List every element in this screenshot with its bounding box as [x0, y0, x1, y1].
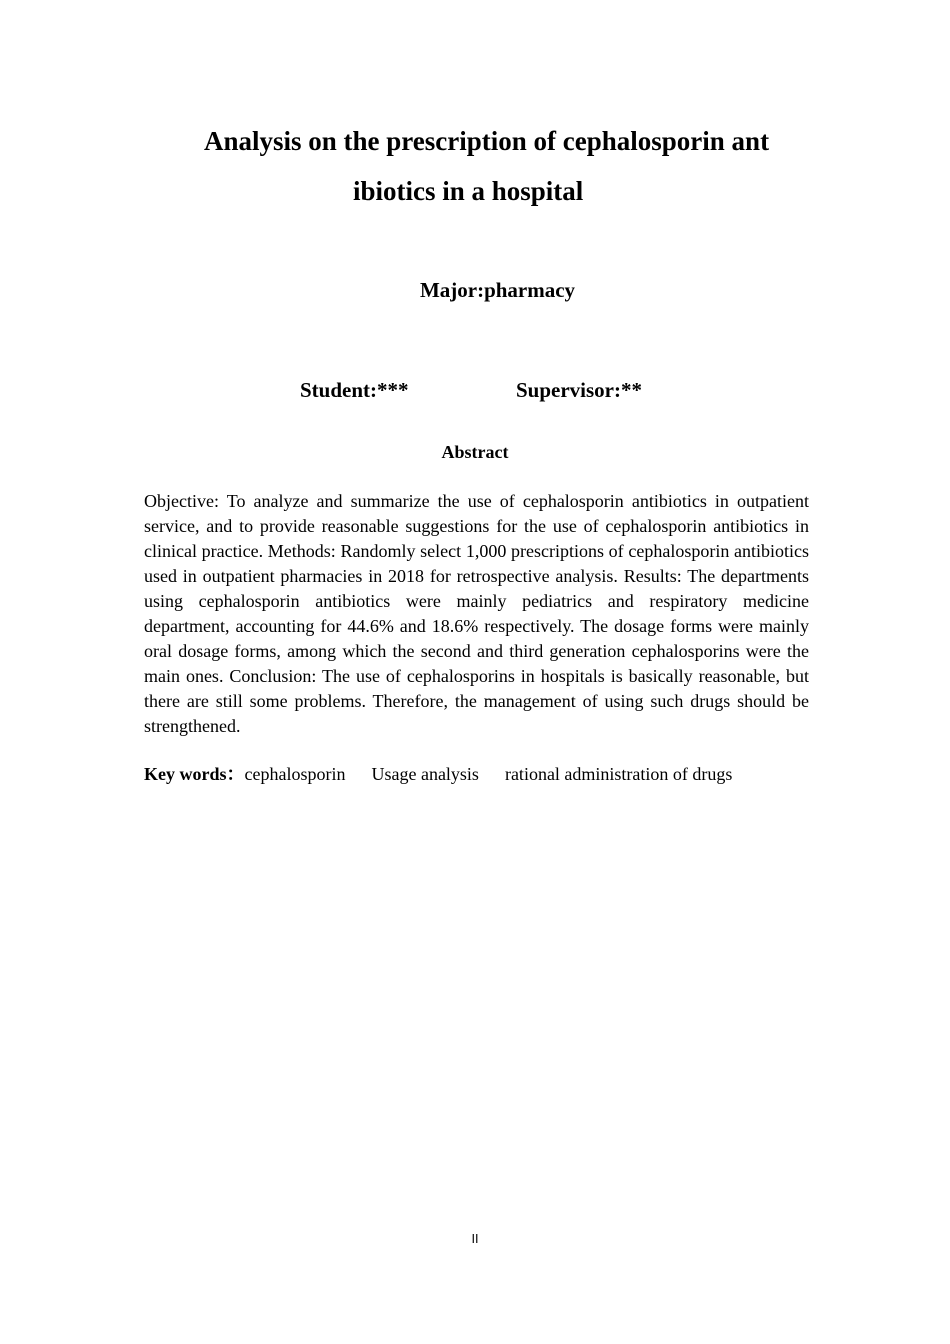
supervisor-line: Supervisor:**: [516, 378, 642, 402]
keywords-label: Key words：: [144, 764, 245, 784]
title-line-1: Analysis on the prescription of cephalosporin ant: [204, 126, 770, 156]
keyword-item: rational administration of drugs: [504, 764, 733, 784]
keyword-item: cephalosporin: [244, 764, 346, 784]
title-line-2: ibiotics in a hospital: [353, 176, 584, 206]
page-number: II: [471, 1232, 479, 1246]
keywords-line: [144, 762, 732, 787]
major-line: Major:pharmacy: [419, 278, 576, 302]
abstract-body: Objective: To analyze and summarize the use of cephalosporin antibiotics in outpatient service, and to provide reasonable suggestions for the use of cephalosporin antibiotics in clinical practice. Methods: Randomly select 1,000 prescriptions of cephalosporin antibiotics used in outpatient pharmacies in 2018 for retrospective analysis. Results: The departments using cephalosporin antibiotics were mainly pediatrics and respiratory medicine department, accounting for 44.6% and 18.6% respectively. The dosage forms were mainly oral dosage forms, among which the second and third generation cephalosporins were the main ones. Conclusion: The use of cephalosporins in hospitals is basically reasonable, but there are still some problems. Therefore, the management of using such drugs should be strengthened.: [144, 491, 809, 736]
keyword-item: Usage analysis: [371, 764, 479, 784]
abstract-heading: Abstract: [441, 442, 509, 462]
student-line: Student:***: [300, 378, 409, 402]
